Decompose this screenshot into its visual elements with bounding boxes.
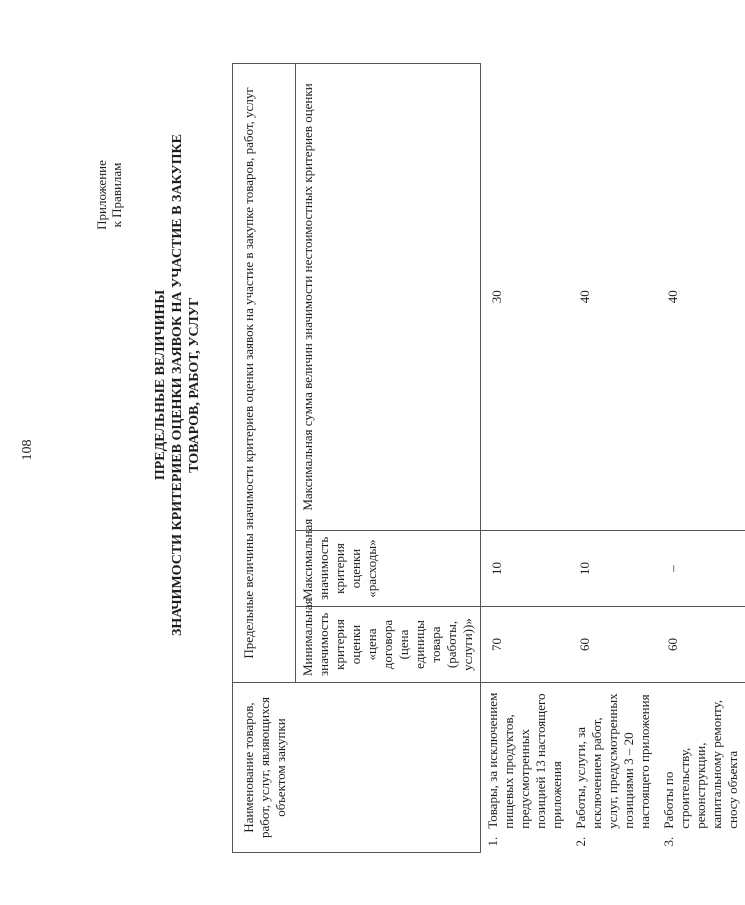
table-row — [569, 63, 657, 852]
cell-max-costs: 10 — [569, 531, 657, 607]
row-number: 1. — [485, 836, 500, 847]
appendix-note — [94, 85, 124, 305]
cell-max-costs: 10 — [481, 531, 570, 607]
cell-min-price: 60 — [569, 607, 657, 683]
document-title — [152, 15, 203, 755]
cell-max-costs: – — [657, 531, 745, 607]
title-line-1: ПРЕДЕЛЬНЫЕ ВЕЛИЧИНЫ — [153, 289, 168, 481]
header-object-name: Наименование товаров, работ, услуг, являющихся объектом закупки — [233, 683, 481, 853]
cell-max-nonprice: 40 — [569, 63, 657, 530]
table-row — [481, 63, 570, 852]
row-name: Товары, за исключением пищевых продуктов, предусмотренных позицией 13 настоящего приложения — [485, 692, 564, 829]
row-name: Работы по строительству, реконструкции, капитальному ремонту, сносу объекта — [661, 699, 740, 829]
appendix-line-1: Приложение — [94, 160, 109, 230]
page-number: 108 — [20, 439, 35, 461]
cell-min-price: 60 — [657, 607, 745, 683]
cell-max-nonprice: 40 — [657, 63, 745, 530]
header-max-nonprice: Максимальная сумма величин значимости нестоимостных критериев оценки — [296, 63, 481, 530]
criteria-table — [232, 63, 745, 853]
row-number: 3. — [661, 836, 676, 847]
cell-max-nonprice: 30 — [481, 63, 570, 530]
row-number: 2. — [573, 836, 588, 847]
cell-min-price: 70 — [481, 607, 570, 683]
row-name: Работы, услуги, за исключением работ, услуг, предусмотренных позициями 3 – 20 настоящего приложения — [573, 693, 652, 829]
table-row — [657, 63, 745, 852]
appendix-line-2: к Правилам — [109, 162, 124, 228]
title-line-3: ТОВАРОВ, РАБОТ, УСЛУГ — [187, 297, 202, 473]
title-line-2: ЗНАЧИМОСТИ КРИТЕРИЕВ ОЦЕНКИ ЗАЯВОК НА УЧАСТИЕ В ЗАКУПКЕ — [170, 134, 185, 636]
header-min-price: Минимальная значимость критерия оценки «цена договора (цена единицы товара (работы, услуги))» — [296, 607, 481, 683]
header-group: Предельные величины значимости критериев оценки заявок на участие в закупке товаров, работ, услуг — [233, 63, 296, 682]
header-max-costs: Максимальная значимость критерия оценки «расходы» — [296, 531, 481, 607]
